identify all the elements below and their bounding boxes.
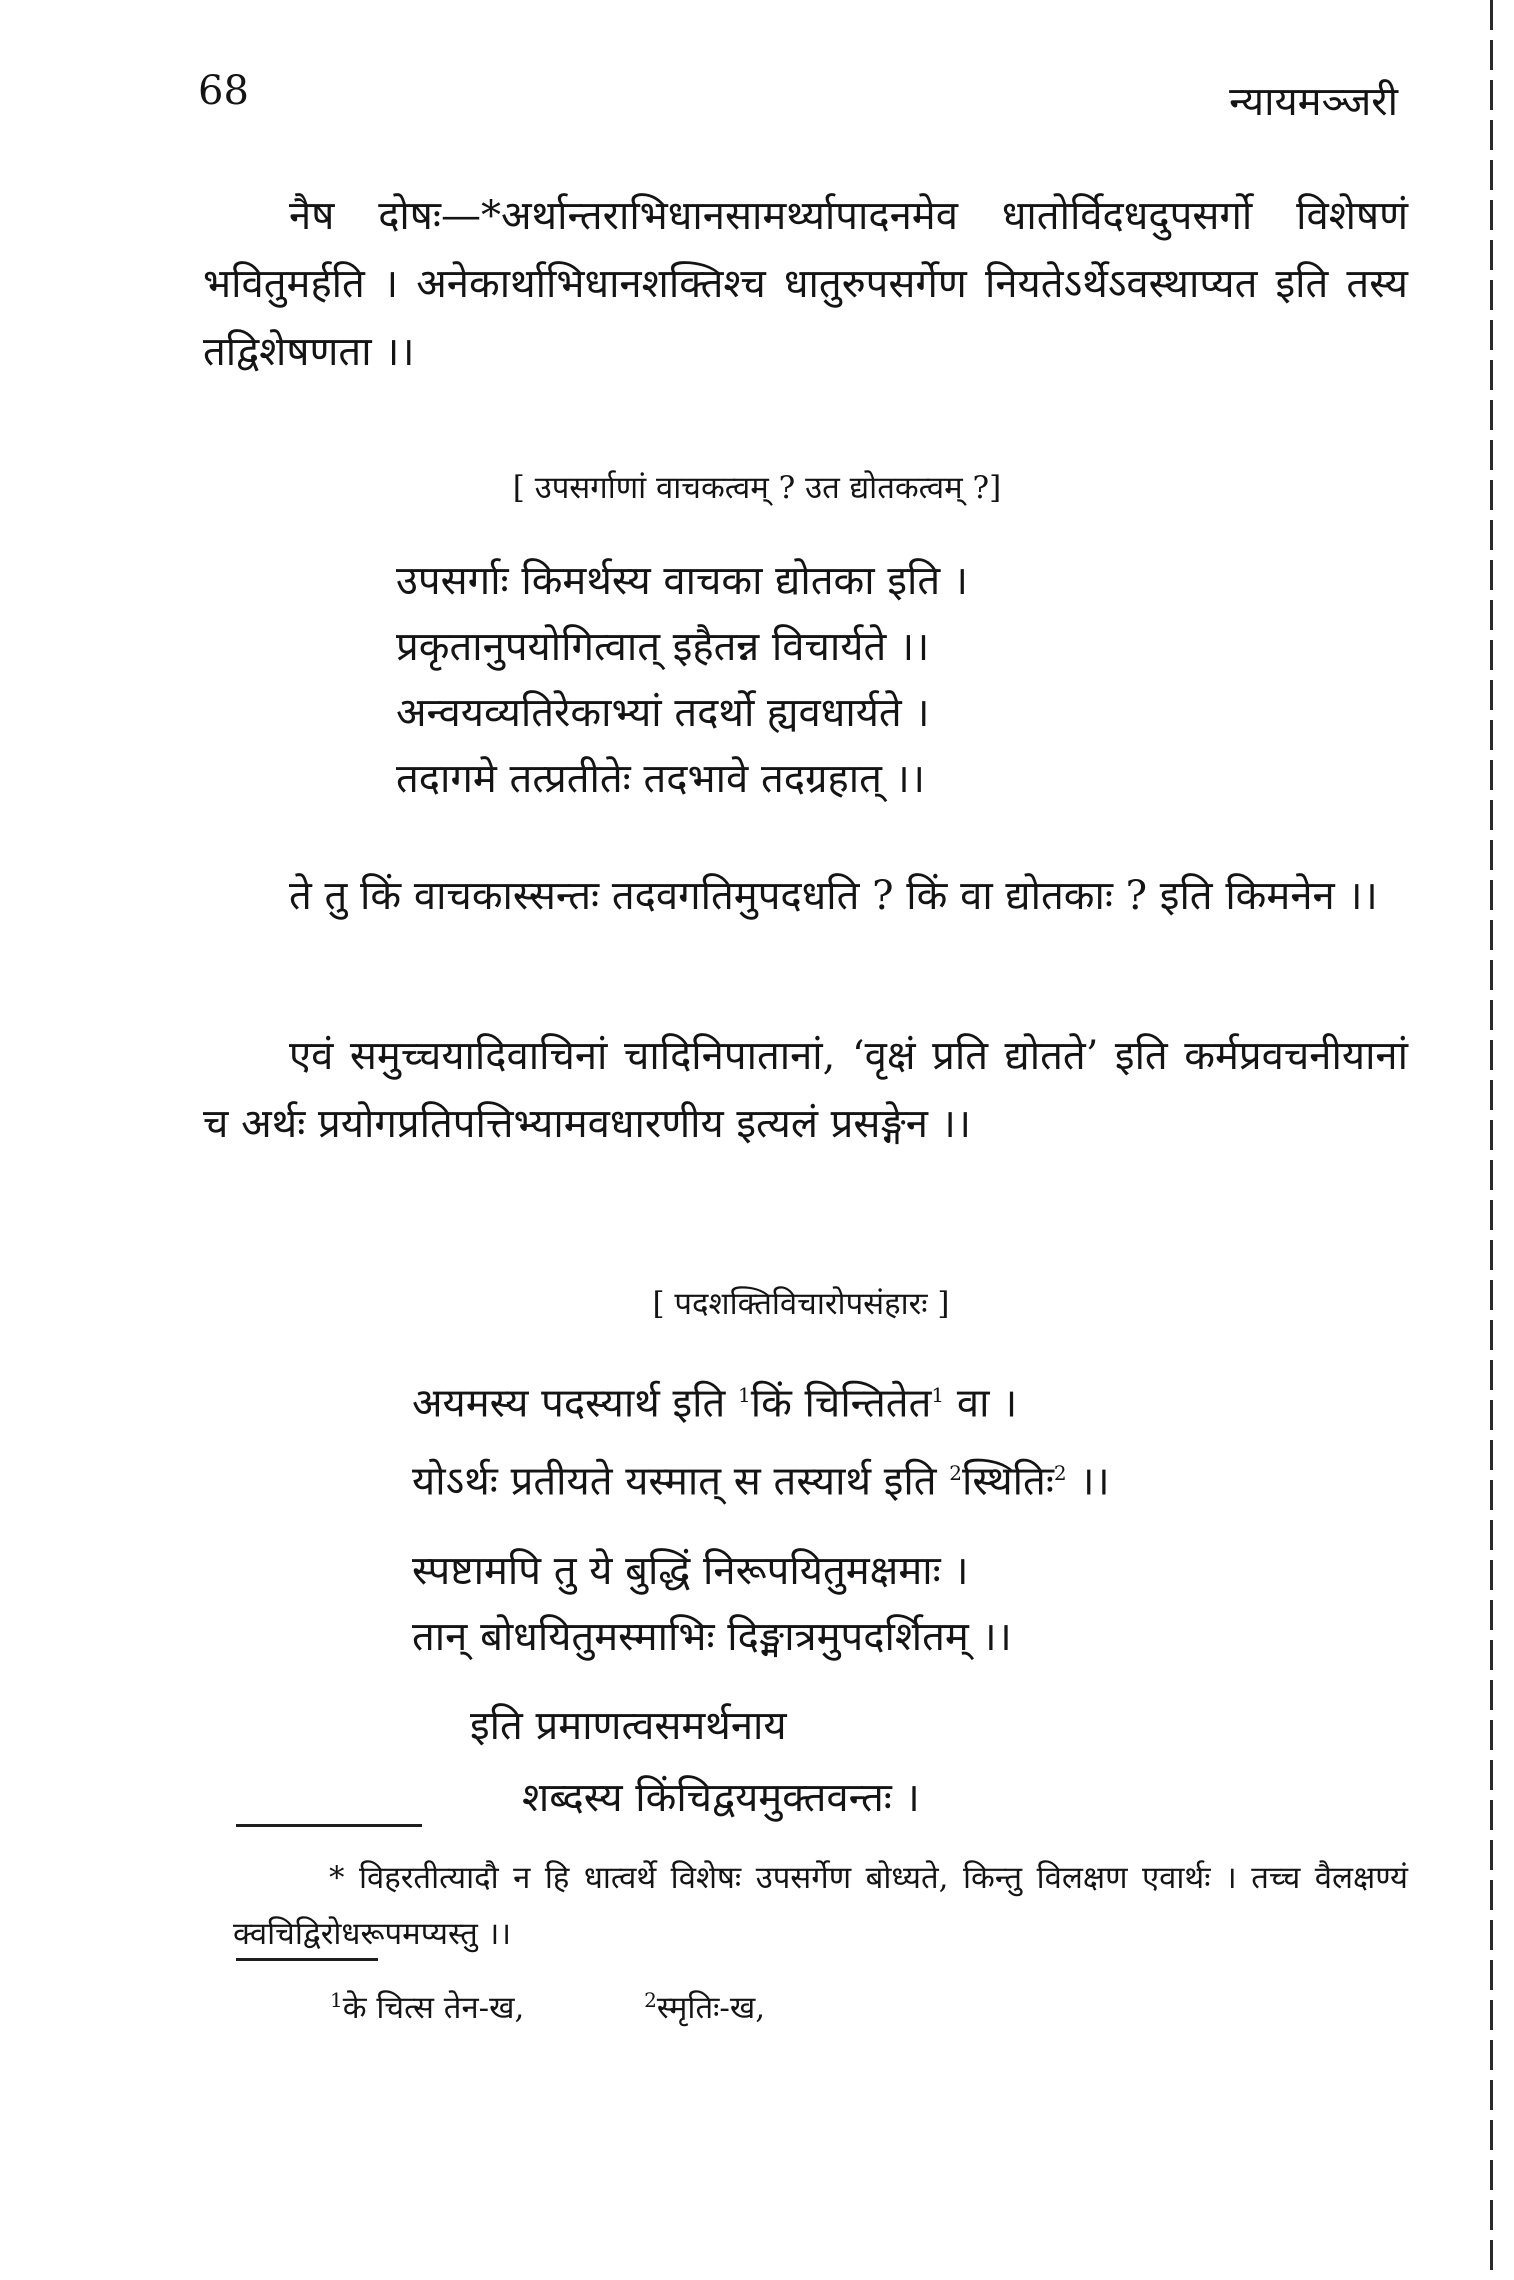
verse-line: योऽर्थः प्रतीयते यस्मात् स तस्यार्थ इति $^2$स्थितिः$^2$ ।। xyxy=(412,1458,1110,1505)
verse-block-3 xyxy=(412,1538,1012,1670)
verse-line: स्पष्टामपि तु ये बुद्धिं निरूपयितुमक्षमाः । xyxy=(412,1548,969,1594)
paragraph-2-text: ते तु किं वाचकास्सन्तः तदवगतिमुपदधति ? किं वा द्योतकाः ? इति किमनेन ।। xyxy=(289,873,1378,919)
closing-lines xyxy=(470,1690,920,1834)
paragraph-3 xyxy=(203,1022,1408,1158)
paragraph-2 xyxy=(203,862,1408,930)
section-heading-2: [ पदशक्तिविचारोपसंहारः ] xyxy=(652,1286,950,1322)
verse-block-2 xyxy=(412,1360,1110,1517)
page-number: 68 xyxy=(198,68,249,114)
running-head: न्यायमञ्जरी xyxy=(1229,79,1398,125)
verse-line: प्रकृतानुपयोगित्वात् इहैतन्न विचार्यते ।। xyxy=(396,624,930,670)
verse-line: अयमस्य पदस्यार्थ इति $^1$किं चिन्तितेत$^1$ वा । xyxy=(412,1380,1018,1427)
paragraph-1-text: नैष दोषः—*अर्थान्तराभिधानसामर्थ्यापादनमेव धातोर्विदधदुपसर्गो विशेषणं भवितुमर्हति । अनेकार्थाभिधानशक्तिश्च धातुरुपसर्गेण नियतेऽर्थेऽवस्थाप्यत इति तस्य तद्विशेषणता ।। xyxy=(203,193,1408,375)
footnote-ref: 1 xyxy=(931,1383,945,1407)
page-edge-rule xyxy=(1490,0,1493,2280)
verse-line: तदागमे तत्प्रतीतेः तदभावे तदग्रहात् ।। xyxy=(396,756,925,802)
footnote-ref: 1 xyxy=(738,1383,751,1407)
closing-line: शब्दस्य किंचिद्वयमुक्तवन्तः । xyxy=(522,1775,920,1821)
closing-line: इति प्रमाणत्वसमर्थनाय xyxy=(470,1703,787,1749)
verse-line: तान् बोधयितुमस्माभिः दिङ्मात्रमुपदर्शितम् ।। xyxy=(412,1614,1012,1660)
verse-line: उपसर्गाः किमर्थस्य वाचका द्योतका इति । xyxy=(396,558,969,604)
footnote-rule xyxy=(236,1824,422,1827)
verse-line: अन्वयव्यतिरेकाभ्यां तदर्थो ह्यवधार्यते । xyxy=(396,690,930,736)
footnote-ref: 2 xyxy=(949,1461,962,1486)
footnote-2: 2स्मृतिः-ख, xyxy=(644,1987,766,2026)
footnote-star: * विहरतीत्यादौ न हि धात्वर्थे विशेषः उपसर्गेण बोध्यते, किन्तु विलक्षण एवार्थः । तच्च वैलक्षण्यं क्वचिद्विरोधरूपमप्यस्तु ।। xyxy=(233,1860,1408,1952)
paragraph-3-text: एवं समुच्चयादिवाचिनां चादिनिपातानां, ‘वृक्षं प्रति द्योतते’ इति कर्मप्रवचनीयानां च अर्थः प्रयोगप्रतिपत्तिभ्यामवधारणीय इत्यलं प्रसङ्गेन ।। xyxy=(203,1033,1408,1147)
footnote-1: 1के चित्स तेन-ख, xyxy=(330,1987,525,2026)
section-heading-1: [ उपसर्गाणां वाचकत्वम् ? उत द्योतकत्वम् ?] xyxy=(512,470,1002,506)
paragraph-1 xyxy=(203,182,1408,386)
verse-block-1 xyxy=(396,548,968,812)
footnote-ref: 2 xyxy=(1053,1461,1067,1486)
numbered-footnotes xyxy=(330,1986,765,2028)
footnote-rule-2 xyxy=(236,1958,378,1961)
